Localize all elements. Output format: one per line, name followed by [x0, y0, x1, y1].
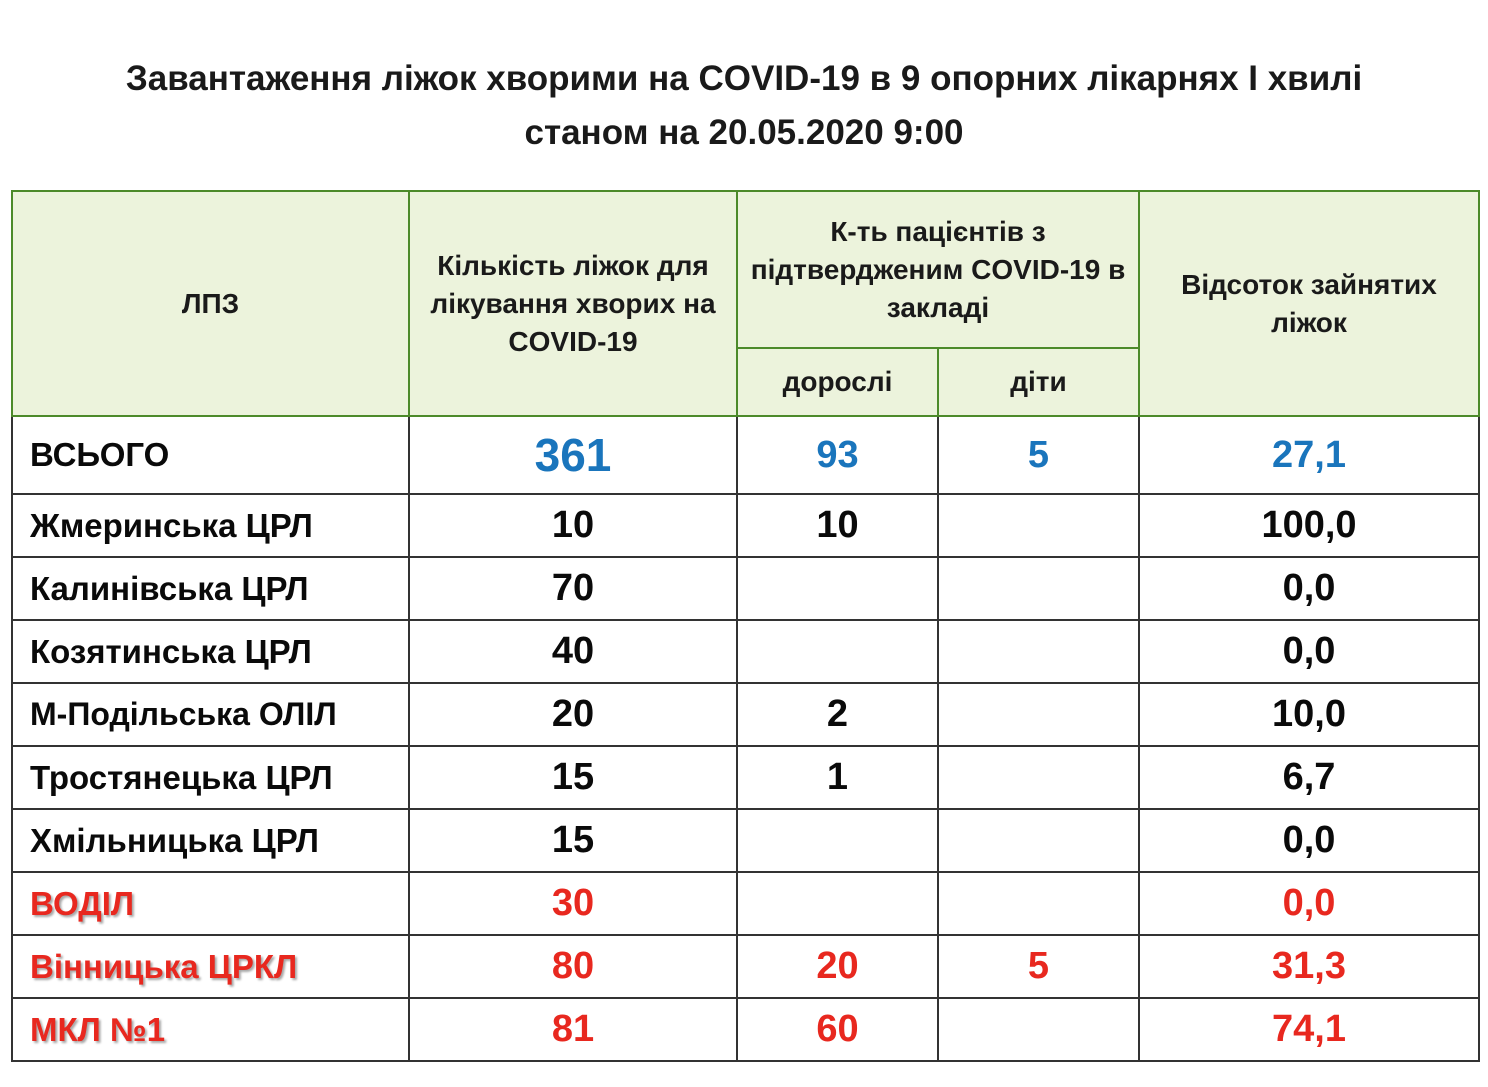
row-name: Калинівська ЦРЛ — [12, 557, 409, 620]
row-adults: 2 — [737, 683, 938, 746]
table-row-total — [12, 416, 1479, 494]
row-percent: 31,3 — [1139, 935, 1479, 998]
header-facility: ЛПЗ — [12, 191, 409, 416]
row-children — [938, 494, 1139, 557]
row-children: 5 — [938, 935, 1139, 998]
row-adults: 10 — [737, 494, 938, 557]
row-percent: 6,7 — [1139, 746, 1479, 809]
row-name: М-Подільська ОЛІЛ — [12, 683, 409, 746]
row-name: ВСЬОГО — [12, 416, 409, 494]
row-beds: 30 — [409, 872, 737, 935]
row-percent: 74,1 — [1139, 998, 1479, 1061]
row-children — [938, 683, 1139, 746]
row-beds: 70 — [409, 557, 737, 620]
row-percent: 0,0 — [1139, 872, 1479, 935]
row-beds: 80 — [409, 935, 737, 998]
row-name: Козятинська ЦРЛ — [12, 620, 409, 683]
table-row — [12, 746, 1479, 809]
row-percent: 0,0 — [1139, 809, 1479, 872]
table-row — [12, 935, 1479, 998]
row-beds: 20 — [409, 683, 737, 746]
row-children — [938, 872, 1139, 935]
row-children — [938, 809, 1139, 872]
row-adults — [737, 809, 938, 872]
row-adults: 1 — [737, 746, 938, 809]
bed-occupancy-table — [11, 190, 1480, 1062]
header-patients: К-ть пацієнтів з підтвердженим COVID-19 в закладі — [737, 191, 1139, 348]
table-row — [12, 809, 1479, 872]
header-adults: дорослі — [737, 348, 938, 416]
row-name: МКЛ №1 — [12, 998, 409, 1061]
row-adults — [737, 872, 938, 935]
row-beds: 40 — [409, 620, 737, 683]
row-children — [938, 620, 1139, 683]
row-beds: 15 — [409, 746, 737, 809]
header-beds: Кількість ліжок для лікування хворих на COVID-19 — [409, 191, 737, 416]
table-row — [12, 557, 1479, 620]
row-percent: 0,0 — [1139, 557, 1479, 620]
row-children — [938, 746, 1139, 809]
row-adults: 60 — [737, 998, 938, 1061]
title-line-2: станом на 20.05.2020 9:00 — [524, 113, 964, 152]
header-percent: Відсоток зайнятих ліжок — [1139, 191, 1479, 416]
page-title — [0, 52, 1488, 160]
row-children — [938, 557, 1139, 620]
row-children: 5 — [938, 416, 1139, 494]
table-row — [12, 872, 1479, 935]
row-adults: 20 — [737, 935, 938, 998]
row-name: ВОДІЛ — [12, 872, 409, 935]
row-name: Жмеринська ЦРЛ — [12, 494, 409, 557]
row-adults — [737, 620, 938, 683]
row-adults: 93 — [737, 416, 938, 494]
row-beds: 10 — [409, 494, 737, 557]
row-name: Хмільницька ЦРЛ — [12, 809, 409, 872]
row-beds: 361 — [409, 416, 737, 494]
title-line-1: Завантаження ліжок хворими на COVID-19 в 9 опорних лікарнях І хвилі — [125, 59, 1363, 98]
table-row — [12, 998, 1479, 1061]
row-children — [938, 998, 1139, 1061]
row-percent: 100,0 — [1139, 494, 1479, 557]
row-name: Тростянецька ЦРЛ — [12, 746, 409, 809]
row-adults — [737, 557, 938, 620]
row-beds: 81 — [409, 998, 737, 1061]
table-row — [12, 620, 1479, 683]
table-row — [12, 494, 1479, 557]
header-children: діти — [938, 348, 1139, 416]
row-percent: 27,1 — [1139, 416, 1479, 494]
row-name: Вінницька ЦРКЛ — [12, 935, 409, 998]
row-percent: 0,0 — [1139, 620, 1479, 683]
table-row — [12, 683, 1479, 746]
row-beds: 15 — [409, 809, 737, 872]
row-percent: 10,0 — [1139, 683, 1479, 746]
